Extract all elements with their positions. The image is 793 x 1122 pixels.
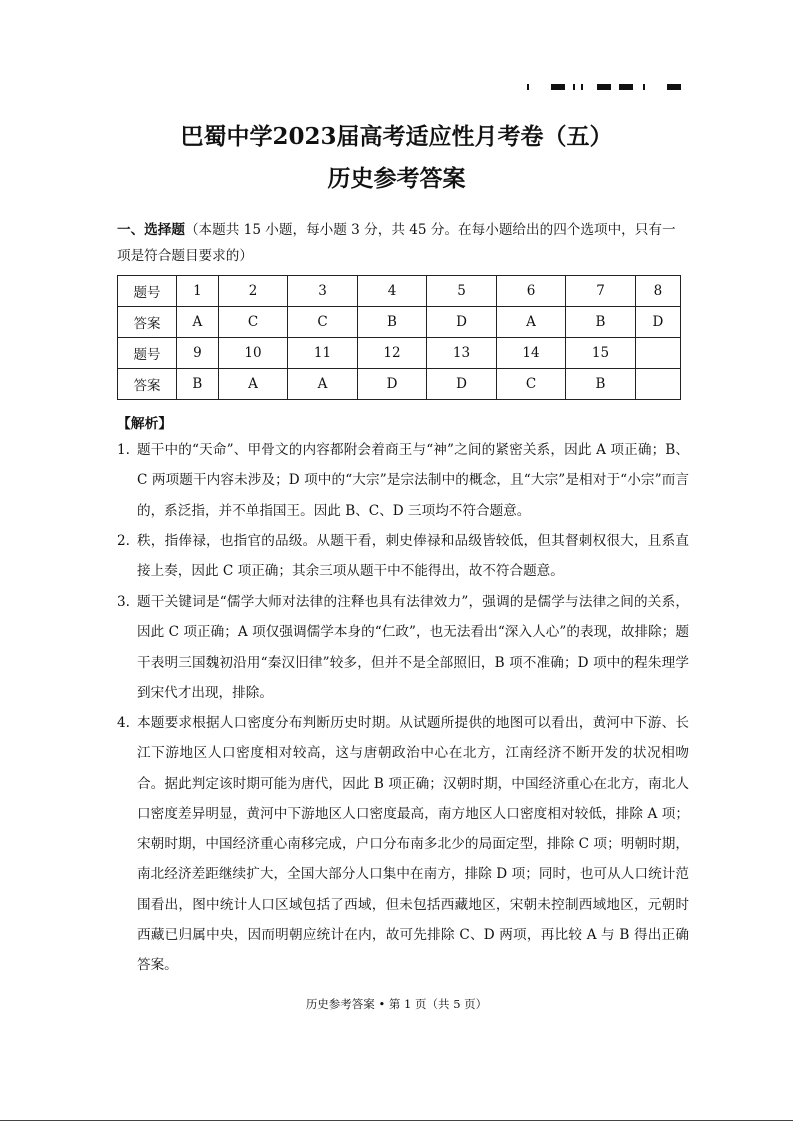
answer-cell: A [177, 307, 219, 338]
answer-cell: 9 [177, 338, 219, 369]
answer-cell: 10 [218, 338, 288, 369]
answer-cell: 6 [496, 276, 566, 307]
answer-cell: B [566, 369, 636, 400]
item-text: 题干关键词是“儒学大师对法律的注释也具有法律效力”，强调的是儒学与法律之间的关系，因此 C 项正确；A 项仅强调儒学本身的“仁政”，也无法看出“深入人心”的表现，故排除；题干表明三国魏初沿用“秦汉旧律”较多，但并不是全部照旧，B 项不准确；D 项中的程朱理学到宋代才出现，排除。 [137, 594, 689, 701]
item-text: 秩，指俸禄，也指官的品级。从题干看，刺史俸禄和品级皆较低，但其督刺权很大，且系直接上奏，因此 C 项正确；其余三项从题干中不能得出，故不符合题意。 [137, 533, 689, 580]
analysis-heading: 【解析】 [117, 416, 173, 432]
item-text: 本题要求根据人口密度分布判断历史时期。从试题所提供的地图可以看出，黄河中下游、长江下游地区人口密度相对较高，这与唐朝政治中心在北方，江南经济不断开发的状况相吻合。据此判定该时期可能为唐代，因此 B 项正确；汉朝时期，中国经济重心在北方，南北人口密度差异明显，黄河中下游地区人口密度最高，南方地区人口密度相对较低，排除 A 项；宋朝时期，中国经济重心南移完成，户口分布南多北少的局面定型，排除 C 项；明朝时期，南北经济差距继续扩大，全国大部分人口集中在南方，排除 D 项；同时，也可从人口统计范围看出，图中统计人口区域包括了西域，但未包括西藏地区，宋朝未控制西域地区，元朝时西藏已归属中央，因而明朝应统计在内，故可先排除 C、D 两项，再比较 A 与 B 得出正确答案。 [137, 715, 689, 974]
row-label-cell: 答案 [118, 369, 177, 400]
analysis-item-2 [117, 526, 689, 587]
answer-cell: 14 [496, 338, 566, 369]
answer-cell: B [566, 307, 636, 338]
item-number: 1. [117, 442, 130, 458]
answer-cell: 13 [427, 338, 497, 369]
section-description: （本题共 15 小题，每小题 3 分，共 45 分。在每小题给出的四个选项中，只有一项是符合题目要求的） [117, 222, 676, 264]
answer-table [117, 275, 681, 400]
answer-cell [635, 369, 680, 400]
answer-cell: 11 [288, 338, 358, 369]
answer-cell: A [218, 369, 288, 400]
answer-cell: A [288, 369, 358, 400]
page-footer: 历史参考答案 • 第 1 页（共 5 页） [305, 997, 488, 1011]
analysis-item-3 [117, 587, 689, 708]
answer-cell: D [427, 369, 497, 400]
answer-key-title: 历史参考答案 [327, 165, 466, 192]
answer-cell: C [288, 307, 358, 338]
item-number: 3. [117, 594, 130, 610]
row-label-cell: 题号 [118, 338, 177, 369]
answer-cell: 3 [288, 276, 358, 307]
bottom-rule [0, 1120, 793, 1121]
table-row [118, 338, 681, 369]
row-label-cell: 题号 [118, 276, 177, 307]
item-number: 4. [117, 715, 130, 731]
answer-cell: 1 [177, 276, 219, 307]
exam-title: 巴蜀中学2023届高考适应性月考卷（五） [180, 123, 613, 150]
answer-cell [635, 338, 680, 369]
table-row [118, 369, 681, 400]
answer-cell: 8 [635, 276, 680, 307]
section-intro [117, 217, 685, 269]
table-row [118, 307, 681, 338]
answer-cell: B [177, 369, 219, 400]
answer-cell: 4 [357, 276, 427, 307]
answer-cell: 12 [357, 338, 427, 369]
analysis-item-4 [117, 708, 689, 981]
answer-cell: D [427, 307, 497, 338]
answer-cell: B [357, 307, 427, 338]
answer-cell: 7 [566, 276, 636, 307]
answer-cell: A [496, 307, 566, 338]
section-heading: 一、选择题 [117, 222, 185, 238]
analysis-item-1 [117, 435, 689, 526]
item-text: 题干中的“天命”、甲骨文的内容都附会着商王与“神”之间的紧密关系，因此 A 项正确；B、C 两项题干内容未涉及；D 项中的“大宗”是宗法制中的概念，且“大宗”是相对于“小宗”而言的，系泛指，并不单指国王。因此 B、C、D 三项均不符合题意。 [137, 442, 689, 519]
answer-cell: C [496, 369, 566, 400]
answer-cell: 15 [566, 338, 636, 369]
registration-marks [527, 84, 687, 92]
answer-cell: C [218, 307, 288, 338]
row-label-cell: 答案 [118, 307, 177, 338]
answer-cell: 5 [427, 276, 497, 307]
answer-cell: D [357, 369, 427, 400]
answer-cell: 2 [218, 276, 288, 307]
answer-cell: D [635, 307, 680, 338]
item-number: 2. [117, 533, 130, 549]
table-row [118, 276, 681, 307]
